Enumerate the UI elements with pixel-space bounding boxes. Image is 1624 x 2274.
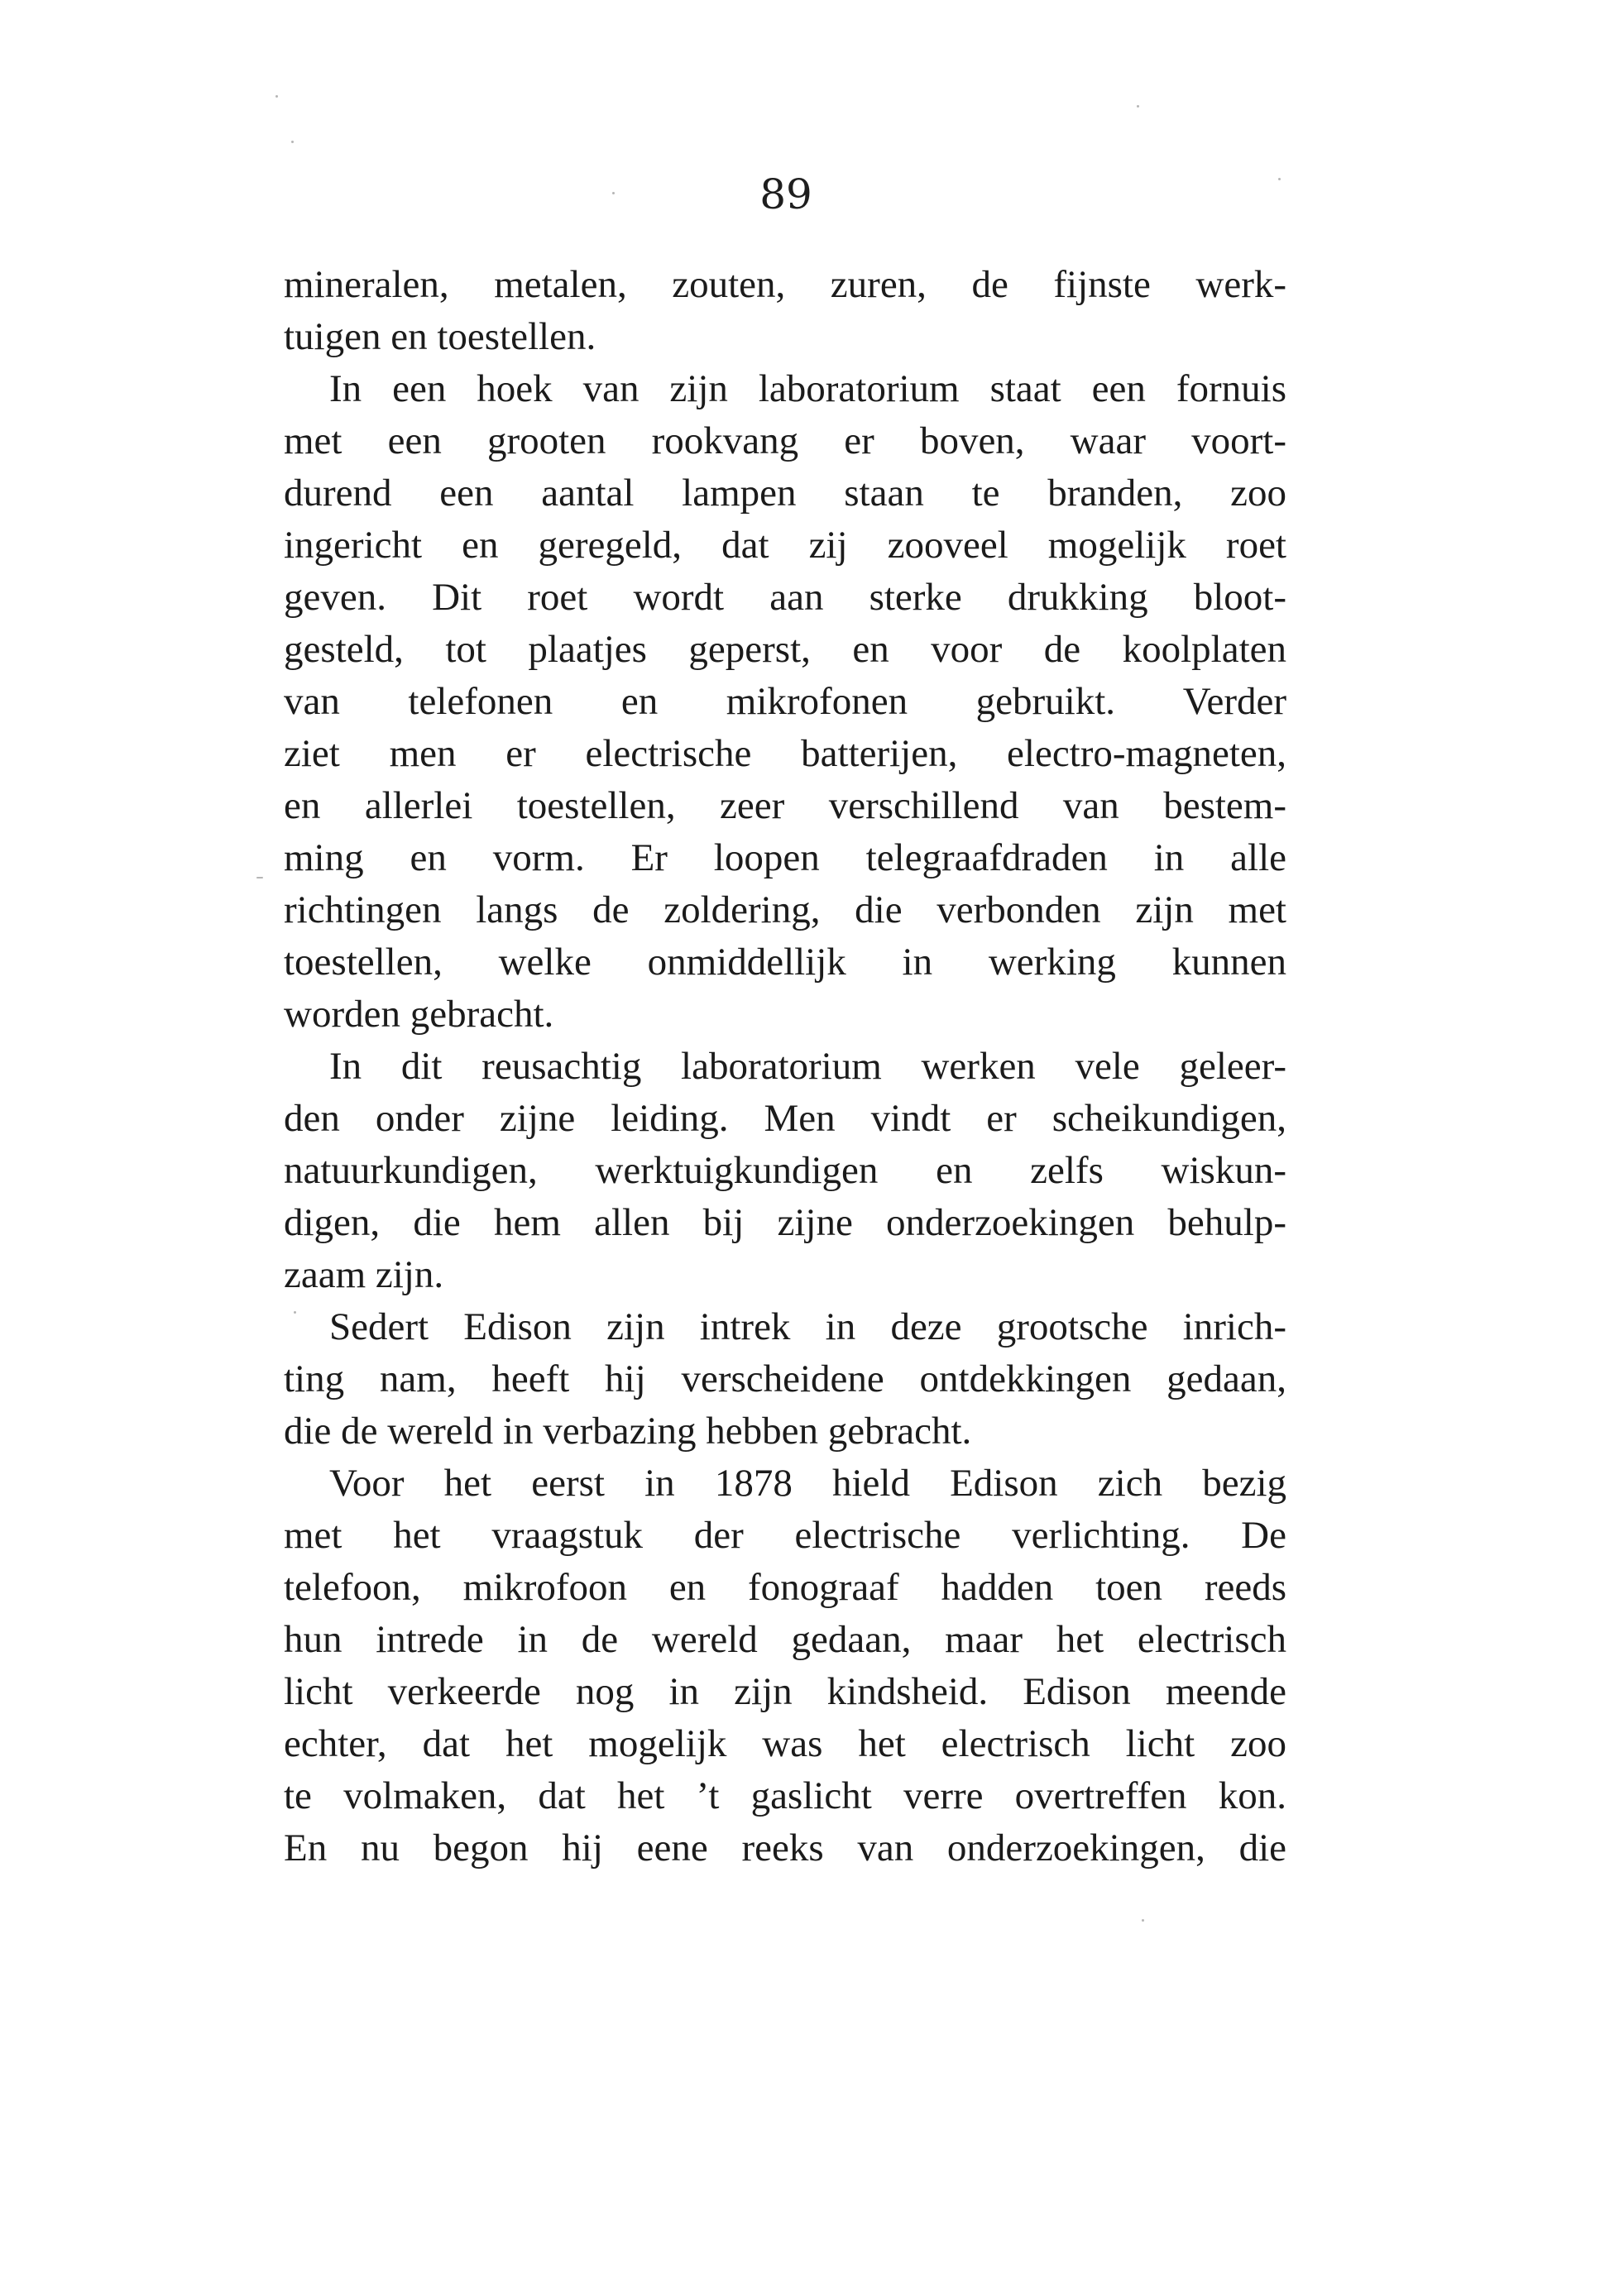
text-line: ting nam, heeft hij verscheidene ontdekkingen gedaan, [284, 1357, 1286, 1400]
text-line: natuurkundigen, werktuigkundigen en zelfs wiskun- [284, 1149, 1286, 1192]
text-line: echter, dat het mogelijk was het electrisch licht zoo [284, 1722, 1286, 1765]
text-line: te volmaken, dat het ’t gaslicht verre overtreffen kon. [284, 1774, 1286, 1817]
text-line: Voor het eerst in 1878 hield Edison zich bezig [329, 1462, 1286, 1505]
text-line: telefoon, mikrofoon en fonograaf hadden toen reeds [284, 1566, 1286, 1609]
text-line: met een grooten rookvang er boven, waar voort- [284, 419, 1286, 462]
page-number: 89 [759, 170, 812, 218]
paper-speck [275, 95, 278, 98]
text-line: van telefonen en mikrofonen gebruikt. Verder [284, 680, 1286, 723]
text-line: ziet men er electrische batterijen, electro-magneten, [284, 732, 1286, 775]
text-line: den onder zijne leiding. Men vindt er scheikundigen, [284, 1097, 1286, 1140]
paper-speck [294, 1311, 296, 1314]
text-line: tuigen en toestellen. [284, 315, 596, 358]
text-line: ming en vorm. Er loopen telegraafdraden in alle [284, 836, 1286, 879]
paper-speck [1278, 178, 1281, 180]
text-line: gesteld, tot plaatjes geperst, en voor de koolplaten [284, 628, 1286, 671]
text-line: durend een aantal lampen staan te branden, zoo [284, 472, 1286, 515]
text-line: met het vraagstuk der electrische verlichting. De [284, 1514, 1286, 1557]
text-line: En nu begon hij eene reeks van onderzoekingen, die [284, 1826, 1286, 1869]
text-line: digen, die hem allen bij zijne onderzoekingen behulp- [284, 1201, 1286, 1244]
paper-speck [1137, 105, 1139, 108]
text-line: In dit reusachtig laboratorium werken vele geleer- [329, 1045, 1286, 1088]
text-line: hun intrede in de wereld gedaan, maar het electrisch [284, 1618, 1286, 1661]
text-line: geven. Dit roet wordt aan sterke drukking bloot- [284, 576, 1286, 619]
paper-speck [291, 141, 294, 143]
text-line: Sedert Edison zijn intrek in deze grootsche inrich- [329, 1305, 1286, 1348]
text-line: toestellen, welke onmiddellijk in werking kunnen [284, 941, 1286, 984]
text-line: richtingen langs de zoldering, die verbonden zijn met [284, 888, 1286, 931]
paper-speck [1142, 1919, 1144, 1922]
text-line: en allerlei toestellen, zeer verschillend van bestem- [284, 784, 1286, 827]
text-line: In een hoek van zijn laboratorium staat een fornuis [329, 367, 1286, 410]
text-line: mineralen, metalen, zouten, zuren, de fijnste werk- [284, 263, 1286, 306]
text-line: worden gebracht. [284, 993, 554, 1036]
paper-speck [256, 877, 263, 878]
text-line: ingericht en geregeld, dat zij zooveel mogelijk roet [284, 524, 1286, 567]
text-line: zaam zijn. [284, 1253, 444, 1296]
body-text [284, 259, 1286, 1874]
paper-speck [612, 192, 615, 194]
text-line: licht verkeerde nog in zijn kindsheid. Edison meende [284, 1670, 1286, 1713]
text-line: die de wereld in verbazing hebben gebracht. [284, 1410, 972, 1453]
